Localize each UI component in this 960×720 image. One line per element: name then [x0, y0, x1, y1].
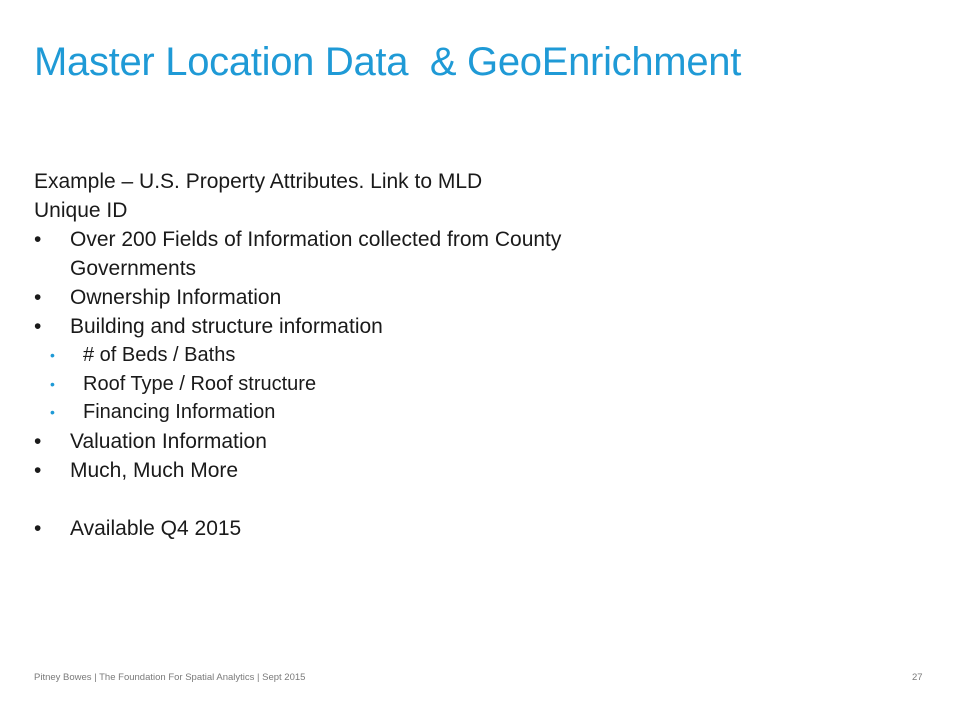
intro-text [34, 167, 674, 225]
bullet-dot-icon: • [34, 429, 42, 453]
sub-bullet-item [34, 370, 674, 399]
slide-body [34, 167, 674, 543]
page-number: 27 [912, 672, 923, 683]
bullet-item [34, 514, 674, 543]
bullet-item [34, 312, 674, 341]
bullet-text: Building and structure information [70, 315, 383, 338]
bullet-text: Ownership Information [70, 286, 282, 309]
sub-bullet-text: Roof Type / Roof structure [83, 372, 317, 395]
bullet-text: Much, Much More [70, 458, 239, 482]
intro-line-2: Unique ID [34, 199, 128, 222]
bullet-item [34, 456, 674, 485]
sub-bullet-dot-icon: • [50, 375, 55, 392]
bullet-text: Over 200 Fields of Information collected from County Governments [70, 228, 562, 280]
sub-bullet-dot-icon: • [50, 404, 55, 420]
footer-text: Pitney Bowes | The Foundation For Spatial Analytics | Sept 2015 [34, 672, 306, 683]
sub-bullet-item [34, 341, 674, 370]
bullet-dot-icon: • [34, 315, 42, 338]
bullet-list [34, 225, 674, 543]
bullet-dot-icon: • [34, 458, 42, 482]
sub-bullet-item [34, 398, 674, 427]
bullet-item [34, 427, 674, 456]
sub-bullet-text: # of Beds / Baths [83, 344, 236, 366]
bullet-item [34, 225, 674, 283]
sub-bullet-dot-icon: • [50, 347, 55, 363]
bullet-dot-icon: • [34, 516, 42, 540]
bullet-item [34, 283, 674, 312]
list-spacer [34, 485, 674, 514]
sub-bullet-text: Financing Information [83, 401, 276, 423]
bullet-dot-icon: • [34, 286, 42, 309]
bullet-text: Available Q4 2015 [70, 516, 242, 540]
intro-line-1: Example – U.S. Property Attributes. Link to MLD [34, 170, 483, 193]
slide-title: Master Location Data & GeoEnrichment [34, 40, 742, 84]
bullet-dot-icon: • [34, 228, 42, 251]
bullet-text: Valuation Information [70, 429, 267, 453]
